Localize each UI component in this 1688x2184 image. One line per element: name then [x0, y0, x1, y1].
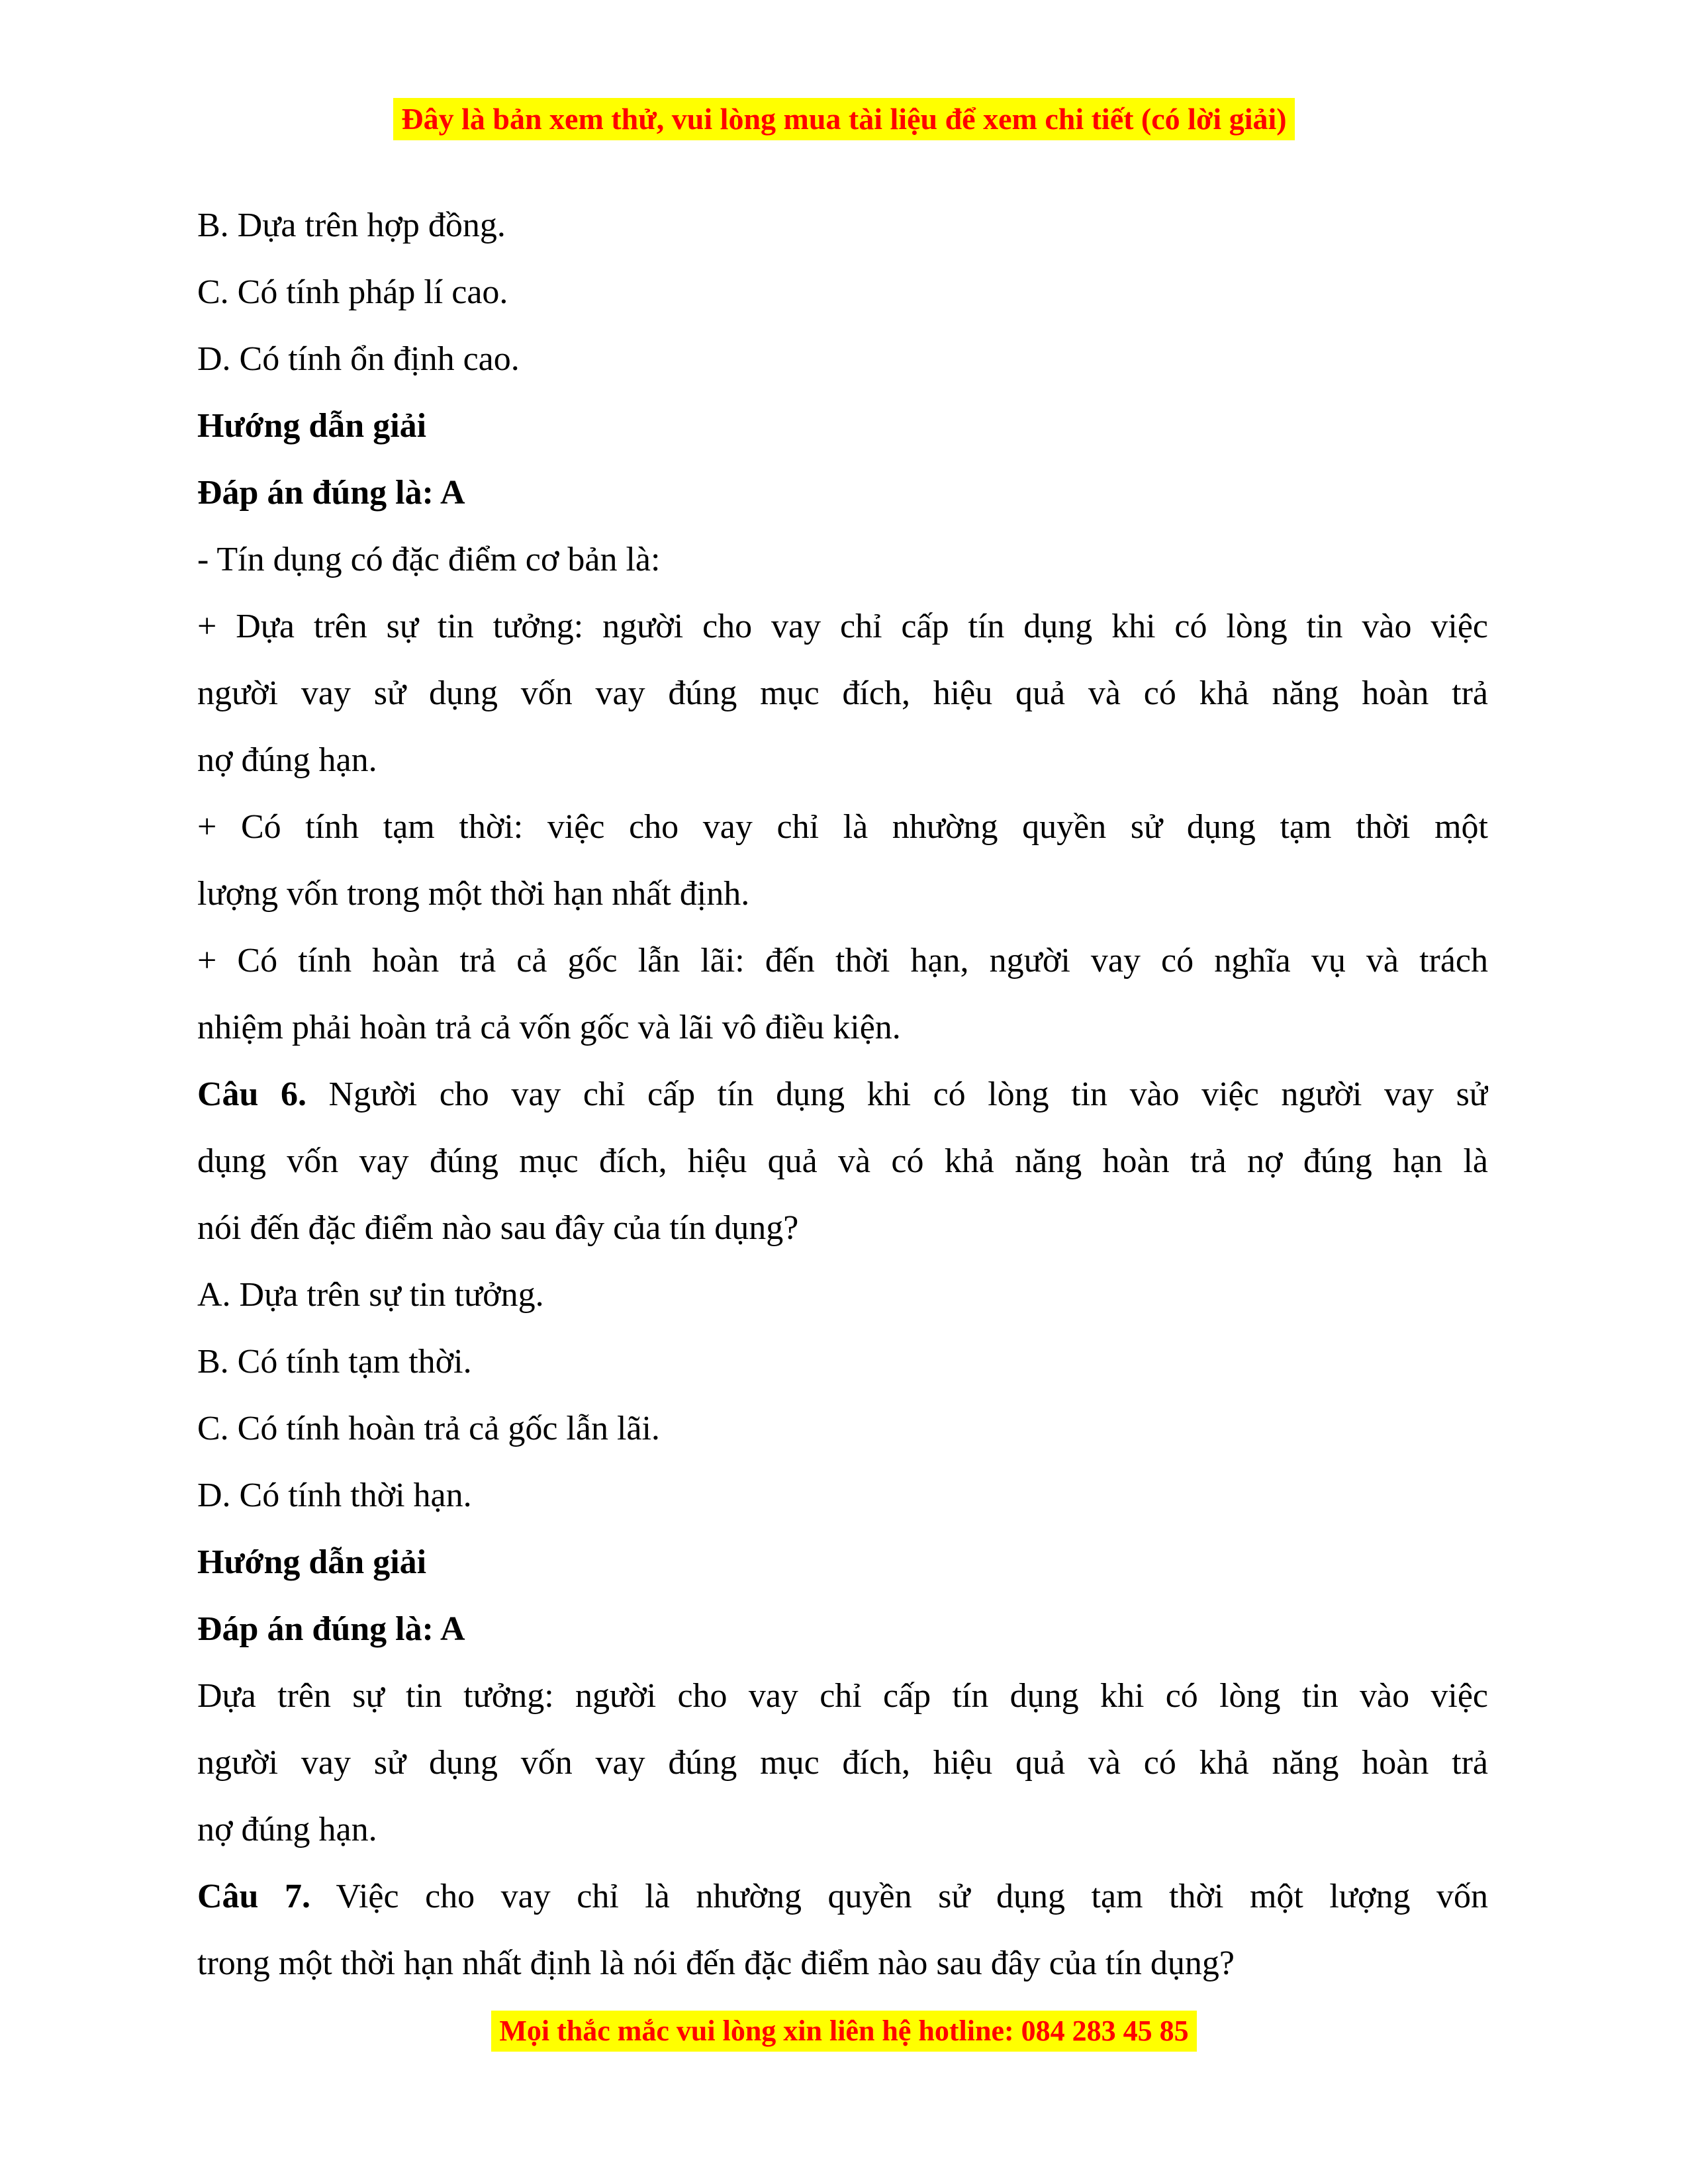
document-body [197, 192, 1488, 1997]
bullet-trust-line-2: người vay sử dụng vốn vay đúng mục đích, hiệu quả và có khả năng hoàn trả [197, 674, 1488, 712]
explanation-intro: - Tín dụng có đặc điểm cơ bản là: [197, 541, 661, 578]
preview-banner: Đây là bản xem thử, vui lòng mua tài liệu để xem chi tiết (có lời giải) [393, 98, 1294, 140]
hotline-banner: Mọi thắc mắc vui lòng xin liên hệ hotline: 084 283 45 85 [491, 2011, 1196, 2052]
hotline-banner-row [0, 2011, 1688, 2052]
question-6-line-3: nói đến đặc điểm nào sau đây của tín dụng? [197, 1209, 799, 1247]
answer-key-2: Đáp án đúng là: A [197, 1610, 465, 1648]
explanation-q6-line-3: nợ đúng hạn. [197, 1811, 377, 1848]
bullet-repayment-line-2: nhiệm phải hoàn trả cả vốn gốc và lãi vô điều kiện. [197, 1009, 901, 1046]
question-7-line-2: trong một thời hạn nhất định là nói đến đặc điểm nào sau đây của tín dụng? [197, 1944, 1235, 1982]
explanation-q6-line-1: Dựa trên sự tin tưởng: người cho vay chỉ cấp tín dụng khi có lòng tin vào việc [197, 1677, 1488, 1715]
preview-banner-row [0, 98, 1688, 140]
question-7-number: Câu 7. [197, 1878, 310, 1915]
question-6-line-1 [197, 1061, 1488, 1128]
answer-key-1: Đáp án đúng là: A [197, 474, 465, 512]
bullet-repayment-line-1: + Có tính hoàn trả cả gốc lẫn lãi: đến thời hạn, người vay có nghĩa vụ và trách [197, 942, 1488, 979]
option-b-question-6: B. Có tính tạm thời. [197, 1343, 472, 1381]
option-d-previous-question: D. Có tính ổn định cao. [197, 340, 520, 378]
question-7-line-1 [197, 1863, 1488, 1930]
solution-heading-1: Hướng dẫn giải [197, 407, 427, 445]
option-b-previous-question: B. Dựa trên hợp đồng. [197, 206, 506, 244]
question-7-text: Việc cho vay chỉ là nhường quyền sử dụng tạm thời một lượng vốn [310, 1878, 1488, 1915]
bullet-temporary-line-2: lượng vốn trong một thời hạn nhất định. [197, 875, 750, 913]
option-c-question-6: C. Có tính hoàn trả cả gốc lẫn lãi. [197, 1410, 660, 1447]
bullet-temporary-line-1: + Có tính tạm thời: việc cho vay chỉ là nhường quyền sử dụng tạm thời một [197, 808, 1488, 846]
option-d-question-6: D. Có tính thời hạn. [197, 1477, 472, 1514]
question-6-line-2: dụng vốn vay đúng mục đích, hiệu quả và có khả năng hoàn trả nợ đúng hạn là [197, 1142, 1488, 1180]
solution-heading-2: Hướng dẫn giải [197, 1543, 427, 1581]
explanation-q6-line-2: người vay sử dụng vốn vay đúng mục đích, hiệu quả và có khả năng hoàn trả [197, 1744, 1488, 1782]
bullet-trust-line-1: + Dựa trên sự tin tưởng: người cho vay chỉ cấp tín dụng khi có lòng tin vào việc [197, 608, 1488, 645]
option-a-question-6: A. Dựa trên sự tin tưởng. [197, 1276, 544, 1314]
question-6-text: Người cho vay chỉ cấp tín dụng khi có lòng tin vào việc người vay sử [306, 1075, 1488, 1113]
option-c-previous-question: C. Có tính pháp lí cao. [197, 273, 508, 311]
question-6-number: Câu 6. [197, 1075, 306, 1113]
bullet-trust-line-3: nợ đúng hạn. [197, 741, 377, 779]
